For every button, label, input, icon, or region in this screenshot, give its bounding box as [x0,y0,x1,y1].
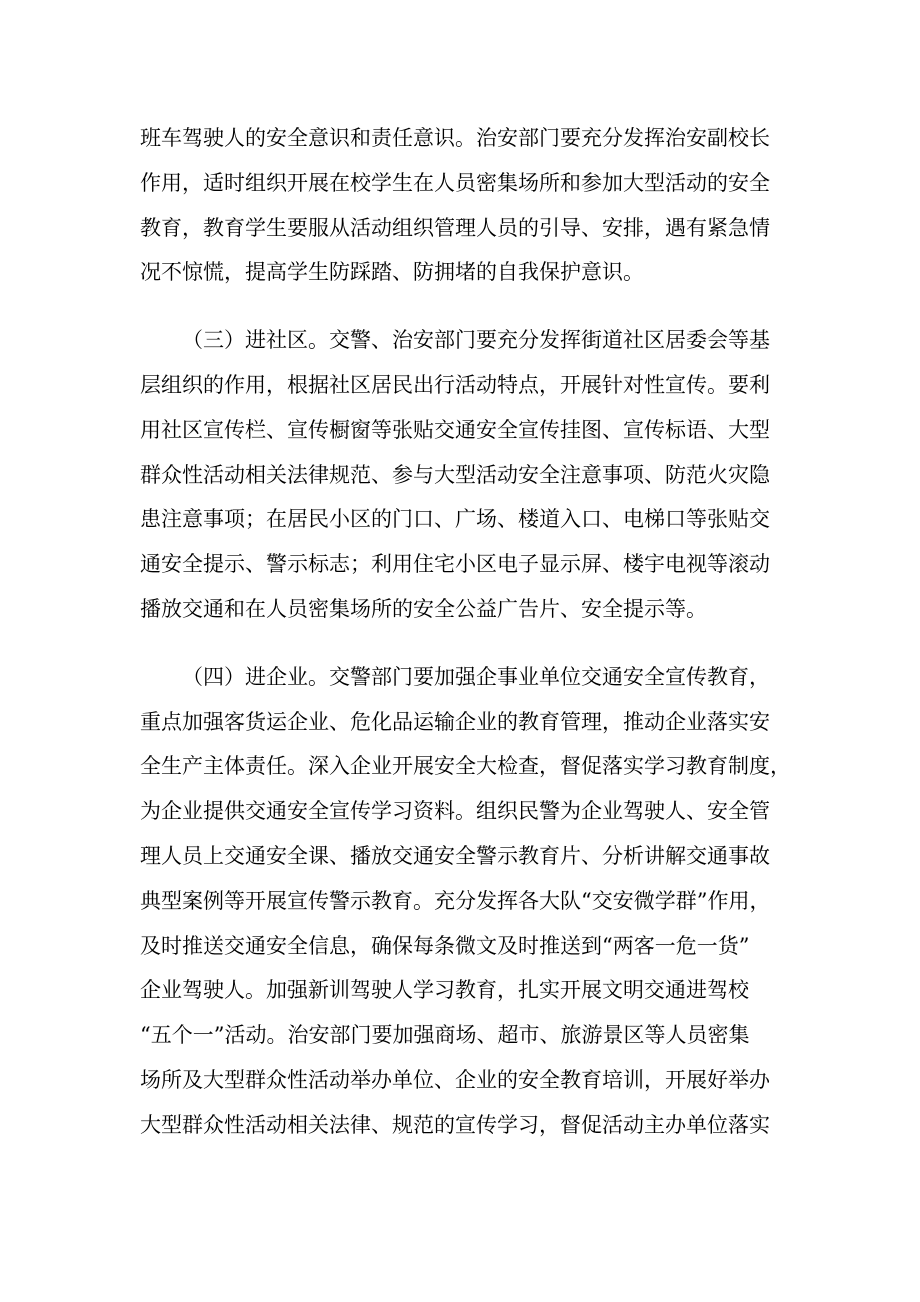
text-line: 企业驾驶人。加强新训驾驶人学习教育，扎实开展文明交通进驾校 [140,978,749,1003]
text-line: 用社区宣传栏、宣传橱窗等张贴交通安全宣传挂图、宣传标语、大型 [140,417,770,442]
text-line: 全生产主体责任。深入企业开展安全大检查，督促落实学习教育制度， [140,754,791,779]
text-line: 理人员上交通安全课、播放交通安全警示教育片、分析讲解交通事故 [140,843,770,868]
text-line: “五个一”活动。治安部门要加强商场、超市、旅游景区等人员密集 [140,1023,750,1048]
paragraph-into-enterprise [140,655,791,1148]
text-line: （四）进企业。交警部门要加强企事业单位交通安全宣传教育， [182,664,770,689]
text-line: 场所及大型群众性活动举办单位、企业的安全教育培训，开展好举办 [140,1067,770,1092]
text-line: （三）进社区。交警、治安部门要充分发挥街道社区居委会等基 [182,328,770,353]
text-line: 通安全提示、警示标志；利用住宅小区电子显示屏、楼宇电视等滚动 [140,552,770,577]
text-line: 作用，适时组织开展在校学生在人员密集场所和参加大型活动的安全 [140,170,770,195]
text-line: 大型群众性活动相关法律、规范的宣传学习，督促活动主办单位落实 [140,1112,770,1137]
text-line: 班车驾驶人的安全意识和责任意识。治安部门要充分发挥治安副校长 [140,126,770,150]
paragraph-into-community [140,318,780,632]
text-line: 典型案例等开展宣传警示教育。充分发挥各大队“交安微学群”作用， [140,888,771,913]
text-line: 患注意事项；在居民小区的门口、广场、楼道入口、电梯口等张贴交 [140,507,770,532]
text-line: 重点加强客货运企业、危化品运输企业的教育管理，推动企业落实安 [140,709,770,734]
text-line: 况不惊慌，提高学生防踩踏、防拥堵的自我保护意识。 [140,260,644,285]
text-line: 层组织的作用，根据社区居民出行活动特点，开展针对性宣传。要利 [140,372,770,397]
text-line: 及时推送交通安全信息，确保每条微文及时推送到“两客一危一货” [140,933,750,958]
text-line: 播放交通和在人员密集场所的安全公益广告片、安全提示等。 [140,596,707,621]
text-line: 群众性活动相关法律规范、参与大型活动安全注意事项、防范火灾隐 [140,462,770,487]
document-body [140,116,791,1148]
text-line: 教育，教育学生要服从活动组织管理人员的引导、安排，遇有紧急情 [140,215,770,240]
text-line: 为企业提供交通安全宣传学习资料。组织民警为企业驾驶人、安全管 [140,799,770,824]
paragraph-schools-continued [140,116,780,295]
